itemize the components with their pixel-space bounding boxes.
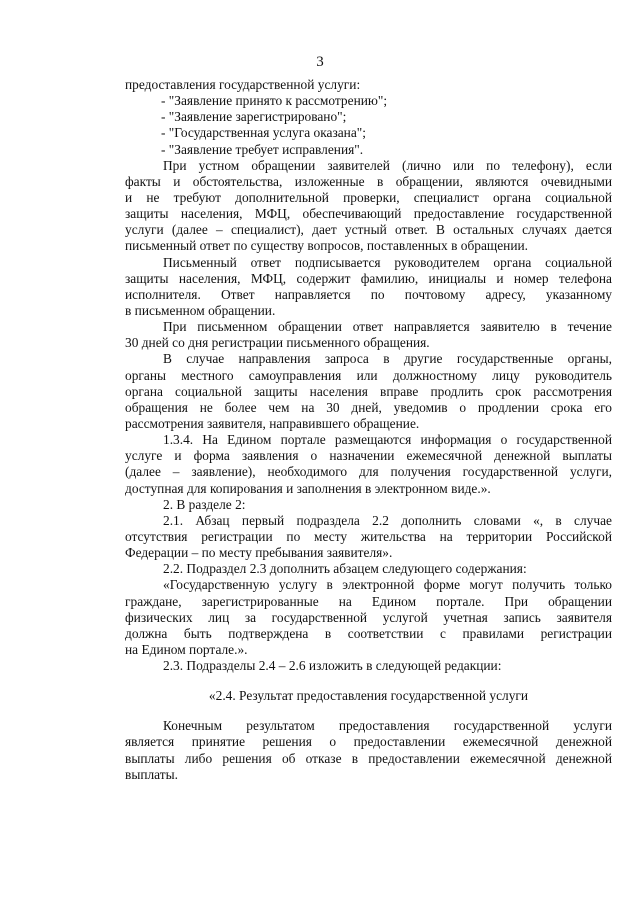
text-line: выплаты либо решения об отказе в предоставлении ежемесячной денежной [125, 750, 612, 766]
text-line: письменный ответ по существу вопросов, поставленных в обращении. [125, 238, 528, 254]
spacer [125, 704, 612, 718]
text-line: - "Заявление зарегистрировано"; [161, 109, 347, 125]
text-line: Конечным результатом предоставления государственной услуги [163, 718, 612, 734]
text-line: выплаты. [125, 766, 178, 782]
text-line: физических лиц за государственной услугой учетная запись заявителя [125, 609, 612, 625]
text-line: защиты населения, МФЦ, содержит фамилию, инициалы и номер телефона [125, 270, 612, 286]
text-line: обращения не более чем на 30 дней, уведомив о продлении срока его [125, 399, 612, 415]
text-line: отсутствия регистрации по месту жительства на территории Российской [125, 528, 612, 544]
text-line: факты и обстоятельства, изложенные в обращении, являются очевидными [125, 173, 612, 189]
text-line: При письменном обращении ответ направляется заявителю в течение [163, 319, 612, 335]
text-line: органа социальной защиты населения вправе продлить срок рассмотрения [125, 383, 612, 399]
text-line: (далее – заявление), необходимого для получения государственной услуги, [125, 464, 612, 480]
text-line: рассмотрения заявителя, направившего обращение. [125, 415, 420, 431]
text-line: услуге и форма заявления о назначении ежемесячной денежной выплаты [125, 448, 612, 464]
text-line: и не требуют дополнительной проверки, специалист органа социальной [125, 189, 612, 205]
text-line: 2.3. Подразделы 2.4 – 2.6 изложить в следующей редакции: [163, 658, 502, 674]
text-line: предоставления государственной услуги: [125, 77, 361, 92]
text-line: доступная для копирования и заполнения в электронном виде.». [125, 480, 491, 496]
text-line: 1.3.4. На Едином портале размещаются информация о государственной [163, 432, 612, 448]
text-line: - "Государственная услуга оказана"; [161, 125, 366, 141]
text-line: должна быть подтверждена в соответствии с правилами регистрации [125, 625, 612, 641]
text-line: исполнителя. Ответ направляется по почтовому адресу, указанному [125, 286, 612, 302]
text-line: - "Заявление требует исправления". [161, 141, 364, 157]
text-line: является принятие решения о предоставлении ежемесячной денежной [125, 734, 612, 750]
text-line: Письменный ответ подписывается руководителем органа социальной [163, 254, 612, 270]
text-line: органы местного самоуправления или должностному лицу руководитель [125, 367, 612, 383]
text-line: граждане, зарегистрированные на Едином портале. При обращении [125, 593, 612, 609]
text-line: защиты населения, МФЦ, обеспечивающий предоставление государственной [125, 206, 612, 222]
text-line: услуги (далее – специалист), дает устный ответ. В остальных случаях дается [125, 222, 612, 238]
page-number: 3 [316, 54, 324, 70]
text-line: При устном обращении заявителей (лично или по телефону), если [163, 157, 612, 173]
text-line: 2. В разделе 2: [163, 496, 246, 512]
text-line: В случае направления запроса в другие государственные органы, [163, 351, 612, 367]
section-heading: «2.4. Результат предоставления государственной услуги [208, 688, 529, 704]
document-body [125, 77, 612, 783]
text-line: в письменном обращении. [125, 302, 276, 318]
text-line: на Едином портале.». [125, 641, 248, 657]
text-line: - "Заявление принято к рассмотрению"; [161, 93, 388, 109]
text-line: Федерации – по месту пребывания заявителя». [125, 545, 393, 561]
text-line: «Государственную услугу в электронной форме могут получить только [163, 577, 612, 593]
text-line: 30 дней со дня регистрации письменного обращения. [125, 335, 430, 351]
text-line: 2.1. Абзац первый подраздела 2.2 дополнить словами «, в случае [163, 512, 612, 528]
spacer [125, 674, 612, 688]
text-line: 2.2. Подраздел 2.3 дополнить абзацем следующего содержания: [163, 561, 527, 577]
